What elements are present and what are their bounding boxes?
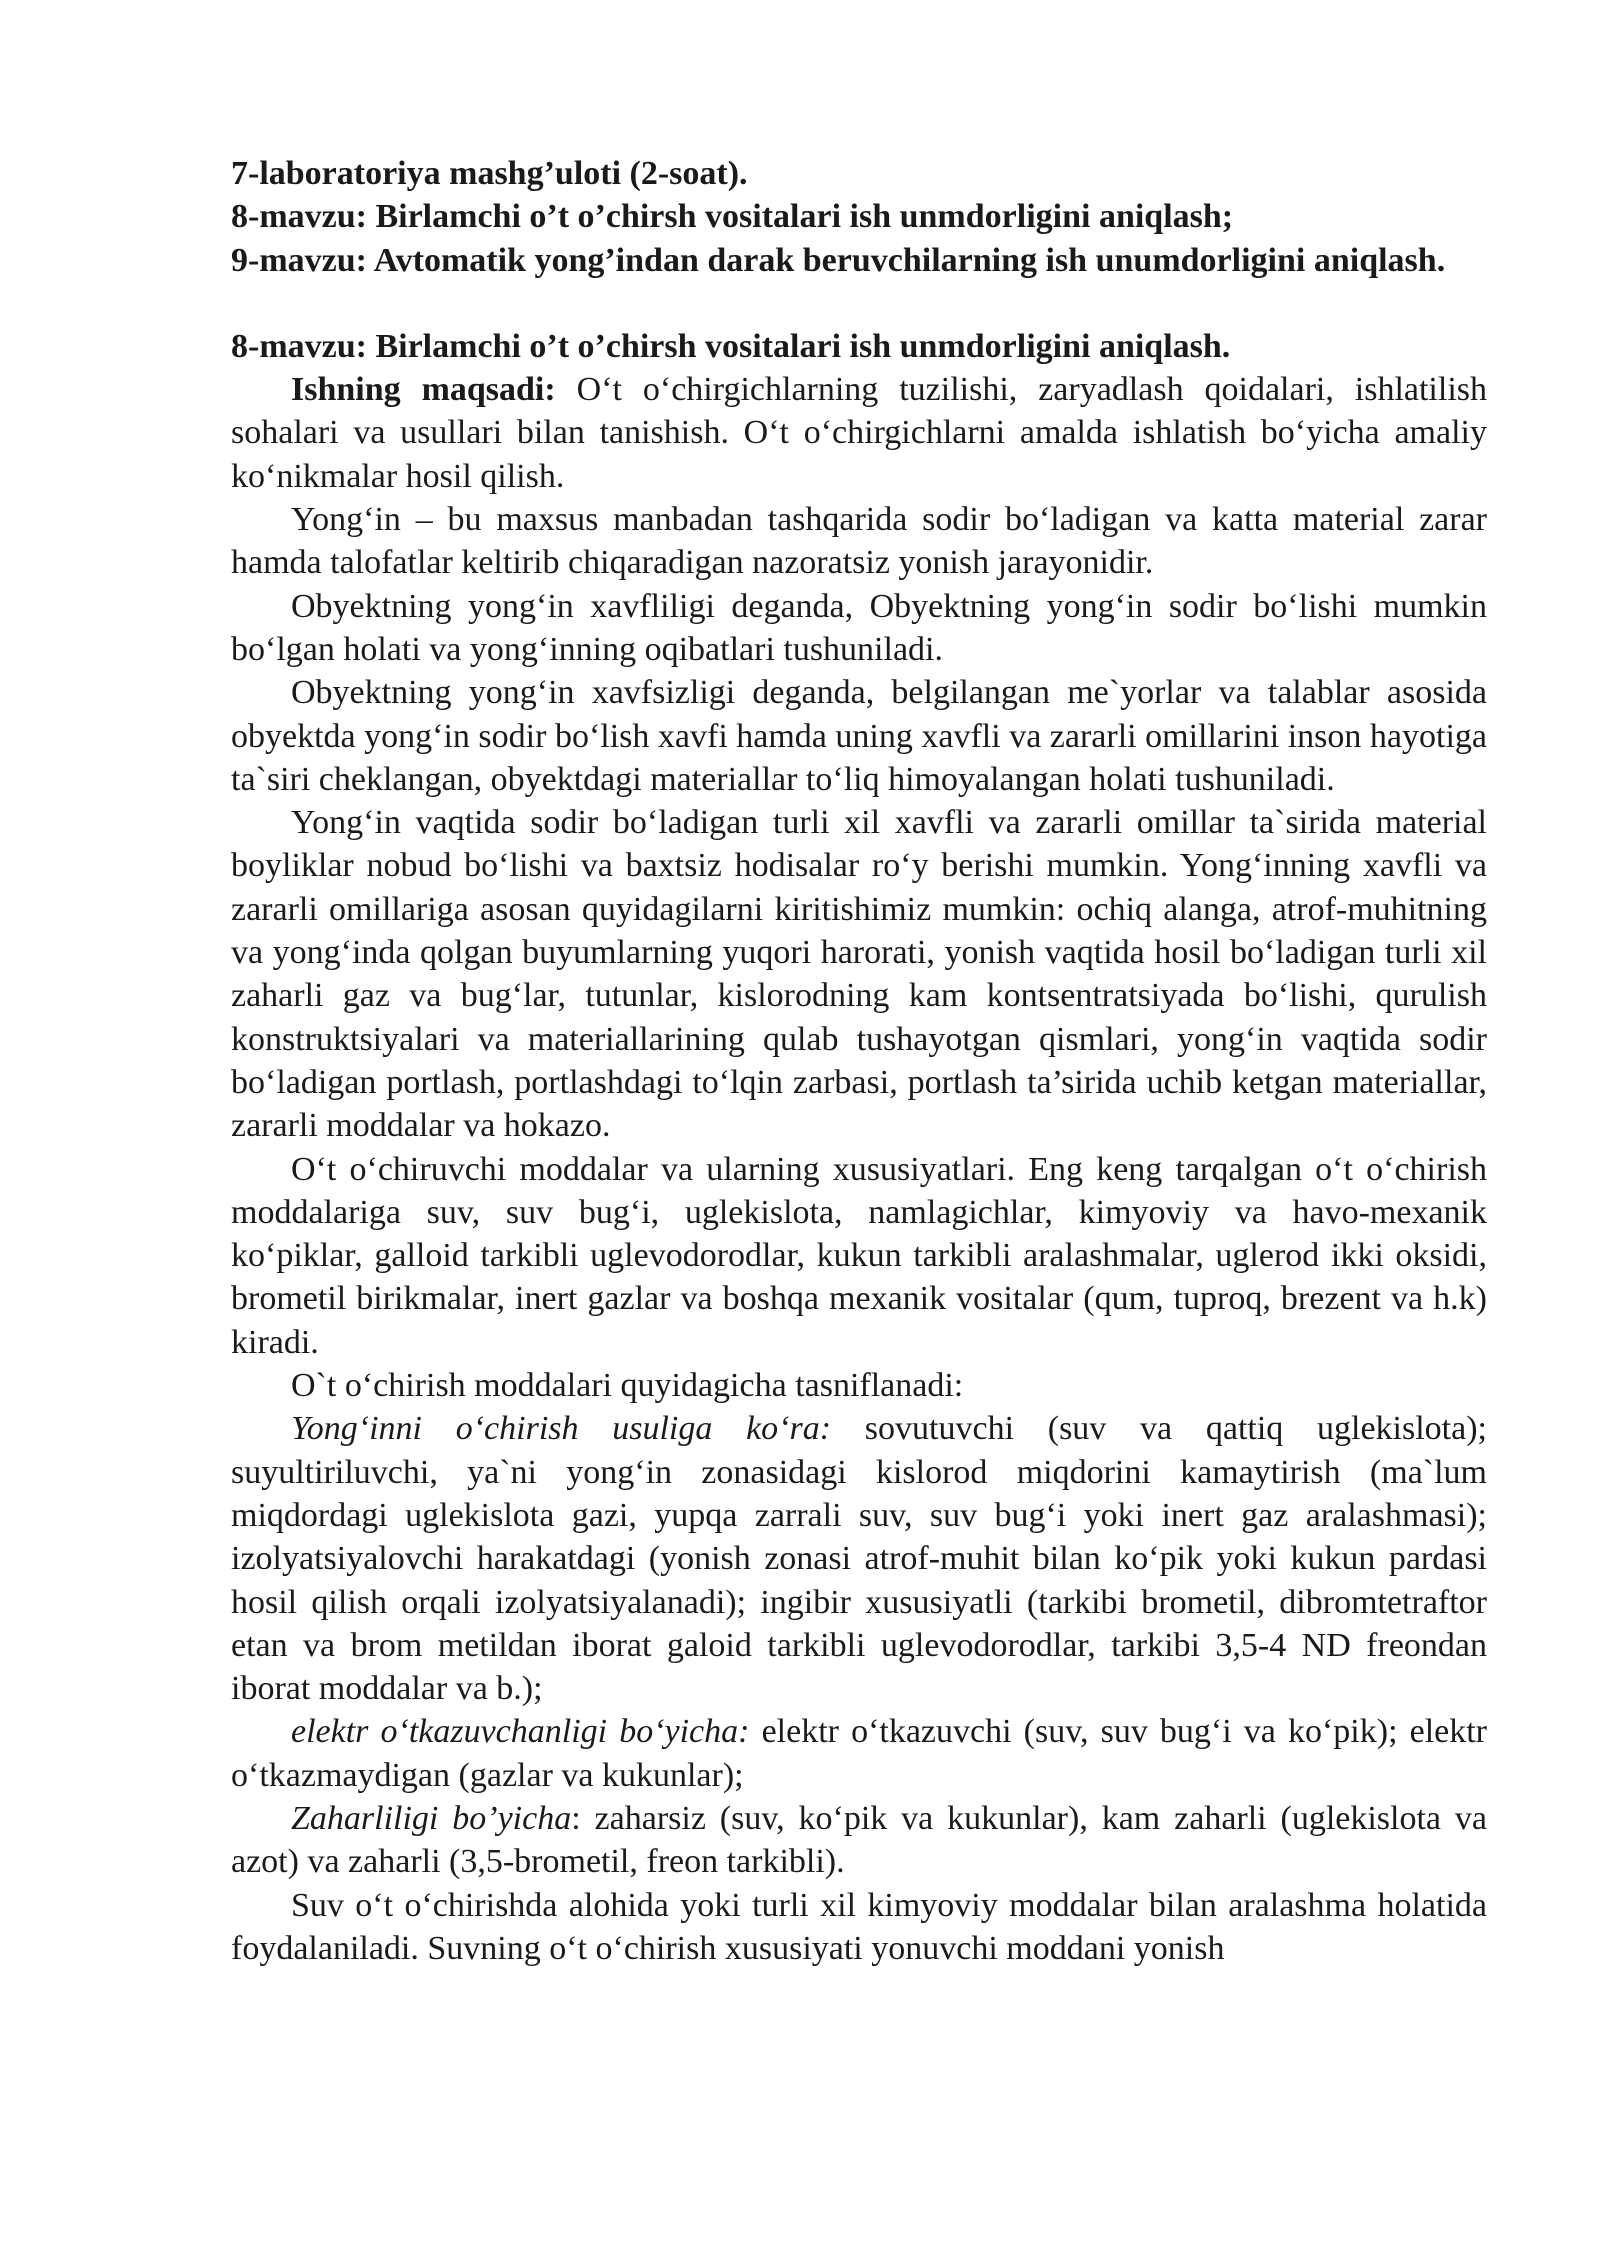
classification-by-method — [231, 1407, 1487, 1710]
paragraph-water-usage: Suv o‘t o‘chirishda alohida yoki turli xil kimyoviy moddalar bilan aralashma holatida foydalaniladi. Suvning o‘t o‘chirish xususiyati yonuvchi moddani yonish — [231, 1886, 1487, 1967]
classification-by-toxicity — [231, 1797, 1487, 1884]
document-page — [231, 152, 1487, 1970]
paragraph-fire-definition: Yong‘in – bu maxsus manbadan tashqarida sodir bo‘ladigan va katta material zarar hamda talofatlar keltirib chiqaradigan nazoratsiz yonish jarayonidir. — [231, 501, 1487, 582]
lab-title: 7-laboratoriya mashg’uloti (2-soat). — [231, 155, 748, 192]
paragraph-extinguishing-agents: O‘t o‘chiruvchi moddalar va ularning xususiyatlari. Eng keng tarqalgan o‘t o‘chirish moddalariga suv, suv bug‘i, uglekislota, namlagichlar, kimyoviy va havo-mexanik ko‘piklar, galloid tarkibli uglevodorodlar, kukun tarkibli aralashmalar, uglerod ikki oksidi, brometil birikmalar, inert gazlar va boshqa mexanik vositalar (qum, tuproq, brezent va h.k) kiradi. — [231, 1150, 1487, 1361]
classification-by-conductivity — [231, 1710, 1487, 1797]
classification-text: sovutuvchi (suv va qattiq uglekislota); suyultiriluvchi, ya`ni yong‘in zonasidagi kislorod miqdorini kamaytirish (ma`lum miqdordagi uglekislota gazi, yupqa zarrali suv, suv bug‘i yoki inert gaz aralashmasi); izolyatsiyalovchi harakatdagi (yonish zonasi atrof-muhit bilan ko‘pik yoki kukun pardasi hosil qilish orqali izolyatsiyalanadi); ingibir xususiyatli (tarkibi brometil, dibromtetraftor etan va brom metildan iborat galoid tarkibli uglevodorodlar, tarkibi 3,5-4 ND freondan iborat moddalar va b.); — [231, 1410, 1487, 1708]
paragraph-fire-safety: Obyektning yong‘in xavfsizligi deganda, belgilangan me`yorlar va talablar asosida obyektda yong‘in sodir bo‘lish xavfi hamda uning xavfli va zararli omillarini inson hayotiga ta`siri cheklangan, obyektdagi materiallar to‘liq himoyalangan holati tushuniladi. — [231, 674, 1487, 798]
classification-text: elektr o‘tkazuvchi (suv, suv bug‘i va ko‘pik); elektr o‘tkazmaydigan (gazlar va kukunlar); — [231, 1713, 1488, 1794]
classification-label: elektr o‘tkazuvchanligi bo‘yicha: — [291, 1713, 750, 1751]
topic-9-heading: 9-mavzu: Avtomatik yong’indan darak beruvchilarning ish unumdorligini aniqlash. — [231, 241, 1446, 279]
goal-label: Ishning maqsadi: — [291, 371, 556, 409]
classification-text: : zaharsiz (suv, ko‘pik va kukunlar), kam zaharli (uglekislota va azot) va zaharli (3,5-brometil, freon tarkibli). — [231, 1799, 1487, 1881]
spacer — [231, 282, 1487, 325]
goal-paragraph — [231, 368, 1487, 498]
paragraph-classification-intro: O`t o‘chirish moddalari quyidagicha tasniflanadi: — [291, 1367, 964, 1405]
paragraph-fire-factors: Yong‘in vaqtida sodir bo‘ladigan turli xil xavfli va zararli omillar ta`sirida material boyliklar nobud bo‘lishi va baxtsiz hodisalar ro‘y berishi mumkin. Yong‘inning xavfli va zararli omillariga asosan quyidagilarni kiritishimiz mumkin: ochiq alanga, atrof-muhitning va yong‘inda qolgan buyumlarning yuqori harorati, yonish vaqtida hosil bo‘ladigan turli xil zaharli gaz va bug‘lar, tutunlar, kislorodning kam kontsentratsiyada bo‘lishi, qurulish konstruktsiyalari va materiallarining qulab tushayotgan qismlari, yong‘in vaqtida sodir bo‘ladigan portlash, portlashdagi to‘lqin zarbasi, portlash ta’sirida uchib ketgan materiallar, zararli moddalar va hokazo. — [231, 804, 1487, 1145]
paragraph-fire-hazard: Obyektning yong‘in xavfliligi deganda, Obyektning yong‘in sodir bo‘lishi mumkin bo‘lgan holati va yong‘inning oqibatlari tushuniladi. — [231, 587, 1487, 668]
section-title: 8-mavzu: Birlamchi o’t o’chirsh vositalari ish unmdorligini aniqlash. — [231, 327, 1231, 365]
classification-label: Yong‘inni o‘chirish usuliga ko‘ra: — [291, 1410, 832, 1448]
goal-text: O‘t o‘chirgichlarning tuzilishi, zaryadlash qoidalari, ishlatilish sohalari va usullari bilan tanishish. O‘t o‘chirgichlarni amalda ishlatish bo‘yicha amaliy ko‘nikmalar hosil qilish. — [231, 371, 1488, 495]
classification-label: Zaharliligi bo’yicha — [291, 1799, 572, 1837]
topic-8-heading: 8-mavzu: Birlamchi o’t o’chirsh vositalari ish unmdorligini aniqlash; — [231, 198, 1234, 236]
